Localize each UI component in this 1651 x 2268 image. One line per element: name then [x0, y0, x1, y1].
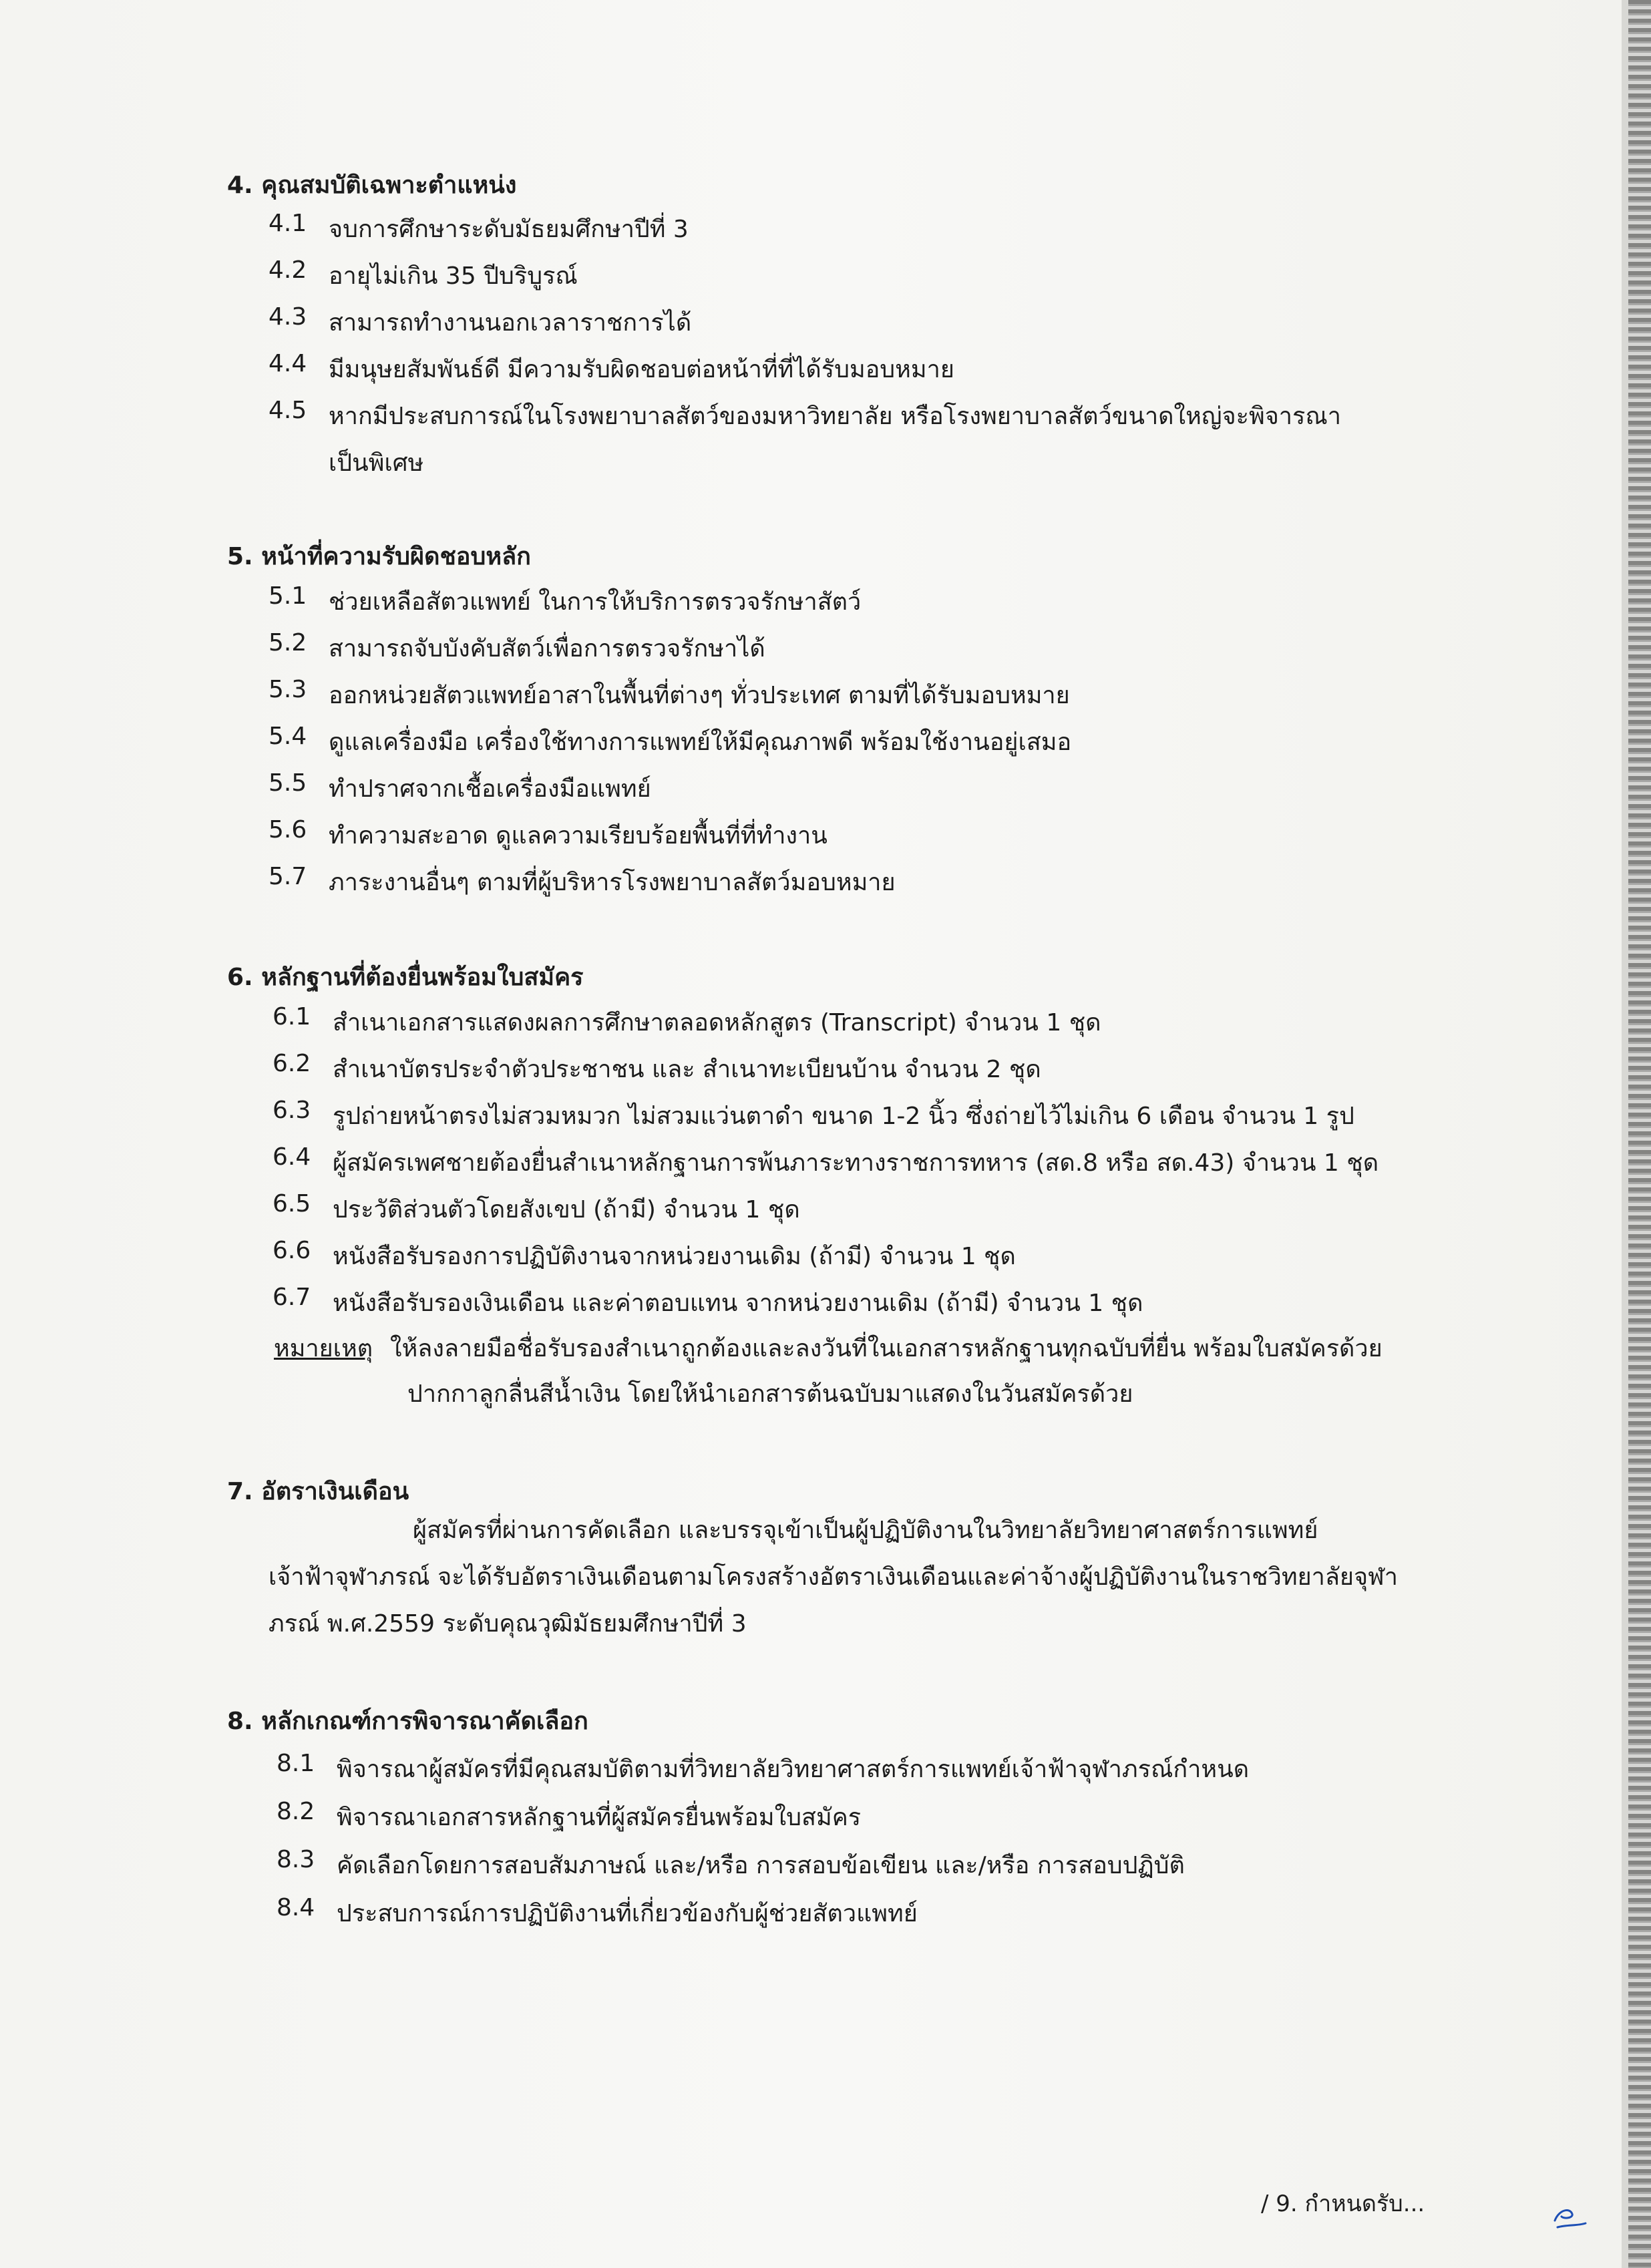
- item-number: 5.6: [268, 816, 307, 843]
- item-text: มีมนุษยสัมพันธ์ดี มีความรับผิดชอบต่อหน้าที่ที่ได้รับมอบหมาย: [329, 356, 954, 383]
- item-text: ออกหน่วยสัตวแพทย์อาสาในพื้นที่ต่างๆ ทั่วประเทศ ตามที่ได้รับมอบหมาย: [329, 682, 1070, 709]
- item-number: 4.5: [268, 397, 307, 424]
- salary-paragraph-line-2: เจ้าฟ้าจุฬาภรณ์ จะได้รับอัตราเงินเดือนตามโครงสร้างอัตราเงินเดือนและค่าจ้างผู้ปฏิบัติงานในราชวิทยาลัยจุฬา: [268, 1563, 1398, 1591]
- item-number: 6.7: [272, 1284, 311, 1311]
- item-number: 6.3: [272, 1097, 311, 1124]
- item-number: 5.7: [268, 863, 307, 890]
- item-number: 5.5: [268, 769, 307, 797]
- item-text: หนังสือรับรองการปฏิบัติงานจากหน่วยงานเดิม (ถ้ามี) จำนวน 1 ชุด: [333, 1243, 1016, 1270]
- item-number: 6.5: [272, 1190, 311, 1217]
- item-text: คัดเลือกโดยการสอบสัมภาษณ์ และ/หรือ การสอบข้อเขียน และ/หรือ การสอบปฏิบัติ: [337, 1852, 1185, 1879]
- item-number: 5.2: [268, 629, 307, 656]
- item-text: พิจารณาผู้สมัครที่มีคุณสมบัติตามที่วิทยาลัยวิทยาศาสตร์การแพทย์เจ้าฟ้าจุฬาภรณ์กำหนด: [337, 1756, 1250, 1783]
- item-number: 4.3: [268, 303, 307, 331]
- item-number: 8.2: [277, 1798, 315, 1825]
- item-text: ทำปราศจากเชื้อเครื่องมือแพทย์: [329, 775, 651, 803]
- item-text: สามารถทำงานนอกเวลาราชการได้: [329, 309, 692, 337]
- item-text: จบการศึกษาระดับมัธยมศึกษาปีที่ 3: [329, 216, 689, 243]
- item-number: 8.3: [277, 1846, 315, 1873]
- item-text: ดูแลเครื่องมือ เครื่องใช้ทางการแพทย์ให้มีคุณภาพดี พร้อมใช้งานอยู่เสมอ: [329, 729, 1072, 756]
- continuation-footer: / 9. กำหนดรับ...: [1261, 2191, 1425, 2217]
- section-title-6: 6. หลักฐานที่ต้องยื่นพร้อมใบสมัคร: [227, 964, 584, 991]
- item-text: ภาระงานอื่นๆ ตามที่ผู้บริหารโรงพยาบาลสัตว์มอบหมาย: [329, 869, 896, 896]
- item-number: 4.1: [268, 210, 307, 237]
- item-number: 6.1: [272, 1003, 311, 1030]
- list-item-continuation: เป็นพิเศษ: [329, 449, 424, 477]
- scan-edge: [1628, 0, 1651, 2268]
- note-label: หมายเหตุ: [274, 1335, 373, 1362]
- item-number: 6.2: [272, 1050, 311, 1077]
- salary-paragraph-line-3: ภรณ์ พ.ศ.2559 ระดับคุณวุฒิมัธยมศึกษาปีที่ 3: [268, 1610, 747, 1638]
- item-text: ช่วยเหลือสัตวแพทย์ ในการให้บริการตรวจรักษาสัตว์: [329, 588, 862, 616]
- scan-edge-shadow: [1622, 0, 1628, 2268]
- item-text: หากมีประสบการณ์ในโรงพยาบาลสัตว์ของมหาวิทยาลัย หรือโรงพยาบาลสัตว์ขนาดใหญ่จะพิจารณา: [329, 403, 1341, 430]
- item-text: สามารถจับบังคับสัตว์เพื่อการตรวจรักษาได้: [329, 635, 765, 663]
- item-number: 6.6: [272, 1237, 311, 1264]
- item-text: ผู้สมัครเพศชายต้องยื่นสำเนาหลักฐานการพ้นภาระทางราชการทหาร (สด.8 หรือ สด.43) จำนวน 1 ชุด: [333, 1149, 1379, 1177]
- item-text: รูปถ่ายหน้าตรงไม่สวมหมวก ไม่สวมแว่นตาดำ ขนาด 1-2 นิ้ว ซึ่งถ่ายไว้ไม่เกิน 6 เดือน จำนวน 1 รูป: [333, 1103, 1354, 1130]
- item-text: ทำความสะอาด ดูแลความเรียบร้อยพื้นที่ที่ทำงาน: [329, 822, 828, 849]
- note-line-1: ให้ลงลายมือชื่อรับรองสำเนาถูกต้องและลงวันที่ในเอกสารหลักฐานทุกฉบับที่ยื่น พร้อมใบสมัครด้วย: [390, 1335, 1383, 1362]
- initials-signature-icon: [1549, 2201, 1590, 2234]
- section-title-5: 5. หน้าที่ความรับผิดชอบหลัก: [227, 543, 531, 570]
- item-number: 4.4: [268, 350, 307, 377]
- item-number: 8.4: [277, 1894, 315, 1921]
- item-number: 6.4: [272, 1143, 311, 1171]
- item-text: อายุไม่เกิน 35 ปีบริบูรณ์: [329, 262, 578, 290]
- item-number: 5.1: [268, 582, 307, 610]
- section-title-8: 8. หลักเกณฑ์การพิจารณาคัดเลือก: [227, 1708, 588, 1735]
- item-number: 4.2: [268, 256, 307, 284]
- note-line-2: ปากกาลูกลื่นสีน้ำเงิน โดยให้นำเอกสารต้นฉบับมาแสดงในวันสมัครด้วย: [407, 1380, 1133, 1408]
- item-text: สำเนาบัตรประจำตัวประชาชน และ สำเนาทะเบียนบ้าน จำนวน 2 ชุด: [333, 1056, 1041, 1083]
- section-title-7: 7. อัตราเงินเดือน: [227, 1478, 409, 1505]
- item-text: พิจารณาเอกสารหลักฐานที่ผู้สมัครยื่นพร้อมใบสมัคร: [337, 1804, 862, 1831]
- section-title-4: 4. คุณสมบัติเฉพาะตำแหน่ง: [227, 172, 517, 199]
- item-text: สำเนาเอกสารแสดงผลการศึกษาตลอดหลักสูตร (Transcript) จำนวน 1 ชุด: [333, 1009, 1101, 1036]
- item-text: ประวัติส่วนตัวโดยสังเขป (ถ้ามี) จำนวน 1 ชุด: [333, 1196, 800, 1223]
- item-number: 5.4: [268, 723, 307, 750]
- item-number: 5.3: [268, 676, 307, 703]
- item-number: 8.1: [277, 1750, 315, 1777]
- item-text: หนังสือรับรองเงินเดือน และค่าตอบแทน จากหน่วยงานเดิม (ถ้ามี) จำนวน 1 ชุด: [333, 1290, 1143, 1317]
- item-text: ประสบการณ์การปฏิบัติงานที่เกี่ยวข้องกับผู้ช่วยสัตวแพทย์: [337, 1900, 918, 1927]
- salary-paragraph-line-1: ผู้สมัครที่ผ่านการคัดเลือก และบรรจุเข้าเป็นผู้ปฏิบัติงานในวิทยาลัยวิทยาศาสตร์การแพทย์: [413, 1517, 1318, 1544]
